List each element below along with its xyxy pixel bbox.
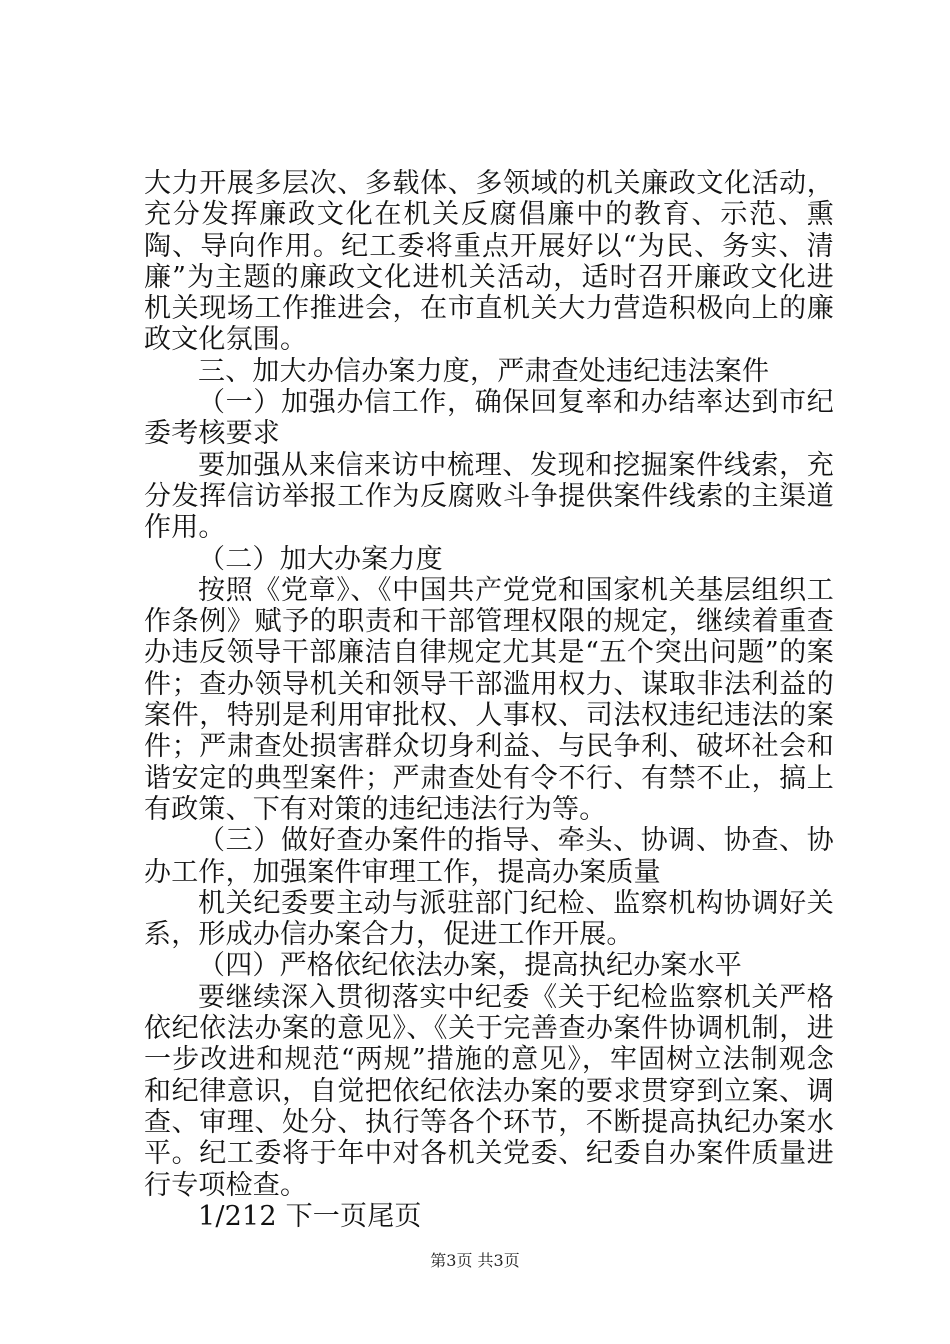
subheading-1: （一）加强办信工作，确保回复率和办结率达到市纪委考核要求 <box>144 387 834 450</box>
page-footer: 第3页 共3页 <box>430 1251 520 1270</box>
paragraph-case-handling: 按照《党章》、《中国共产党党和国家机关基层组织工作条例》赋予的职责和干部管理权限的规定，继续着重查办违反领导干部廉洁自律规定尤其是“五个突出问题”的案件；查办领导机关和领导干部滥用权力、谋取非法利益的案件，特别是利用审批权、人事权、司法权违纪违法的案件；严肃查处损害群众切身利益、与民争利、破坏社会和谐安定的典型案件；严肃查处有令不行、有禁不止，搞上有政策、下有对策的违纪违法行为等。 <box>144 574 834 825</box>
document-body <box>144 168 834 1232</box>
subheading-4: （四）严格依纪依法办案，提高执纪办案水平 <box>198 950 742 982</box>
paragraph-letters: 要加强从来信来访中梳理、发现和挖掘案件线索，充分发挥信访举报工作为反腐败斗争提供案件线索的主渠道作用。 <box>144 449 834 544</box>
subheading-2: （二）加大办案力度 <box>198 543 443 575</box>
paragraph-lawful-handling: 要继续深入贯彻落实中纪委《关于纪检监察机关严格依纪依法办案的意见》、《关于完善查办案件协调机制，进一步改进和规范“两规”措施的意见》，牢固树立法制观念和纪律意识，自觉把依纪依法办案的要求贯穿到立案、调查、审理、处分、执行等各个环节，不断提高执纪办案水平。纪工委将于年中对各机关党委、纪委自办案件质量进行专项检查。 <box>144 981 834 1201</box>
subheading-3: （三）做好查办案件的指导、牵头、协调、协查、协办工作，加强案件审理工作，提高办案质量 <box>144 825 834 888</box>
paragraph-culture-activities: 大力开展多层次、多载体、多领域的机关廉政文化活动，充分发挥廉政文化在机关反腐倡廉中的教育、示范、熏陶、导向作用。纪工委将重点开展好以“为民、务实、清廉”为主题的廉政文化进机关活动，适时召开廉政文化进机关现场工作推进会，在市直机关大力营造积极向上的廉政文化氛围。 <box>144 168 834 356</box>
pagination-links[interactable]: 1/212 下一页尾页 <box>198 1200 422 1232</box>
paragraph-coordination: 机关纪委要主动与派驻部门纪检、监察机构协调好关系，形成办信办案合力，促进工作开展。 <box>144 887 834 951</box>
section-heading-3: 三、加大办信办案力度，严肃查处违纪违法案件 <box>198 355 770 387</box>
